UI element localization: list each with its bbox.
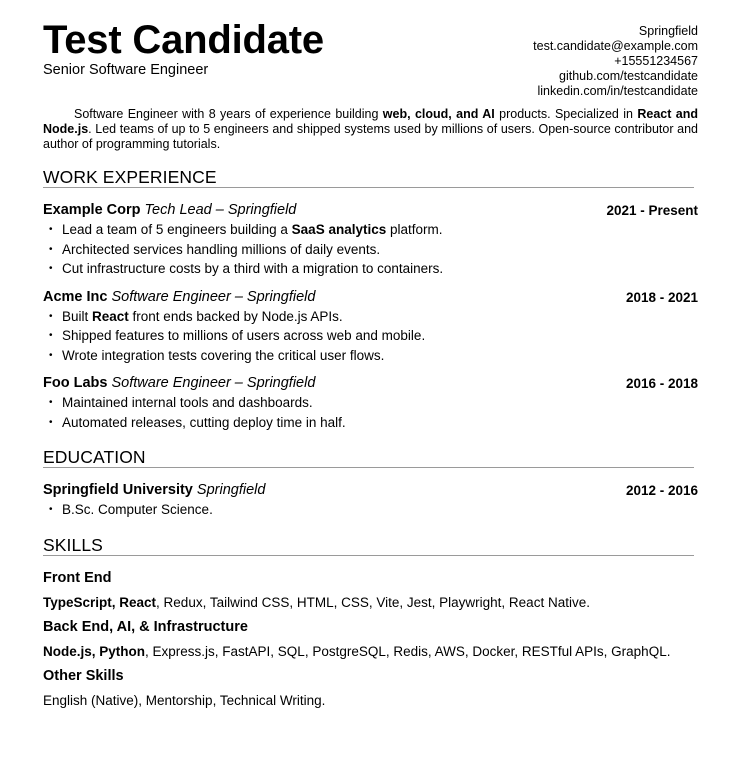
candidate-title: Senior Software Engineer — [43, 62, 209, 78]
summary-highlight: React and Node.js — [43, 107, 699, 136]
job-role: Software Engineer – Springfield — [111, 375, 316, 391]
bullet-text: Built — [62, 308, 93, 324]
work-section — [43, 201, 698, 432]
job-bullets — [43, 220, 698, 279]
skill-group-heading: Back End, AI, & Infrastructure — [43, 618, 248, 635]
skill-text: , Express.js, FastAPI, SQL, PostgreSQL, Redis, AWS, Docker, RESTful APIs, GraphQL. — [145, 643, 671, 659]
job-header — [43, 288, 698, 307]
job-header — [43, 374, 698, 393]
job-role: Tech Lead – Springfield — [144, 202, 297, 218]
job-dates: 2018 - 2021 — [625, 289, 698, 305]
job-entry — [43, 201, 698, 279]
education-entry — [43, 481, 698, 520]
summary-text: Software Engineer with 8 years of experience building — [74, 107, 383, 121]
summary-text: . Led teams of up to 5 engineers and shipped systems used by millions of users. Open-source contributor and author of programming tutorials. — [43, 122, 698, 151]
bullet-text: Lead a team of 5 engineers building a — [62, 222, 292, 237]
education-header — [43, 481, 698, 500]
contact-github[interactable]: github.com/testcandidate — [559, 69, 698, 83]
education-bullets — [43, 500, 698, 520]
job-company: Foo Labs — [43, 375, 108, 391]
job-dates: 2021 - Present — [606, 203, 698, 218]
skill-group-heading: Other Skills — [43, 667, 124, 684]
bullet-item: • Maintained internal tools and dashboards. — [43, 393, 698, 413]
job-role: Software Engineer – Springfield — [111, 288, 316, 305]
section-heading-work: WORK EXPERIENCE — [43, 167, 694, 188]
resume-header — [43, 18, 698, 98]
bullet-item: • Wrote integration tests covering the critical user flows. — [43, 346, 698, 366]
skill-list — [43, 691, 698, 710]
skills-section — [43, 569, 698, 710]
job-entry — [43, 374, 698, 432]
contact-email[interactable]: test.candidate@example.com — [533, 39, 698, 53]
section-heading-skills: SKILLS — [43, 535, 694, 556]
skill-highlight: TypeScript, React — [43, 594, 157, 610]
education-dates: 2012 - 2016 — [625, 483, 698, 498]
job-bullets — [43, 393, 698, 432]
bullet-item — [43, 220, 698, 240]
summary-paragraph — [43, 107, 698, 152]
contact-block — [533, 24, 698, 99]
candidate-name: Test Candidate — [43, 18, 324, 62]
section-heading-education: EDUCATION — [43, 447, 694, 468]
summary-highlight: web, cloud, and AI — [382, 107, 495, 121]
skill-text: , Redux, Tailwind CSS, HTML, CSS, Vite, Jest, Playwright, React Native. — [156, 594, 590, 610]
skill-group — [43, 667, 698, 710]
bullet-item: • Shipped features to millions of users across web and mobile. — [43, 326, 698, 346]
skill-group — [43, 618, 698, 661]
job-entry — [43, 288, 698, 366]
school-location: Springfield — [196, 482, 266, 498]
bullet-item — [43, 307, 698, 327]
bullet-text: platform. — [386, 222, 443, 237]
bullet-highlight: SaaS analytics — [291, 222, 387, 237]
skill-list — [43, 593, 698, 612]
contact-location: Springfield — [638, 24, 698, 38]
job-company: Acme Inc — [43, 288, 108, 305]
skill-highlight: Node.js, Python — [43, 643, 146, 659]
bullet-item: • Architected services handling millions of daily events. — [43, 240, 698, 260]
bullet-text: front ends backed by Node.js APIs. — [128, 308, 343, 324]
job-header — [43, 201, 698, 220]
contact-linkedin[interactable]: linkedin.com/in/testcandidate — [537, 84, 698, 98]
bullet-item: • B.Sc. Computer Science. — [43, 500, 698, 520]
job-dates: 2016 - 2018 — [625, 376, 698, 391]
skill-group-heading: Front End — [43, 569, 112, 586]
school-name: Springfield University — [43, 482, 193, 498]
job-bullets — [43, 307, 698, 366]
contact-phone: +15551234567 — [614, 54, 698, 68]
job-company: Example Corp — [43, 202, 141, 218]
skill-group — [43, 569, 698, 612]
skill-list — [43, 642, 698, 661]
education-section — [43, 481, 698, 520]
skill-text: English (Native), Mentorship, Technical Writing. — [43, 692, 326, 708]
bullet-highlight: React — [92, 308, 129, 324]
bullet-item: • Cut infrastructure costs by a third with a migration to containers. — [43, 259, 698, 279]
bullet-item: • Automated releases, cutting deploy time in half. — [43, 413, 698, 433]
summary-text: products. Specialized in — [494, 107, 638, 121]
